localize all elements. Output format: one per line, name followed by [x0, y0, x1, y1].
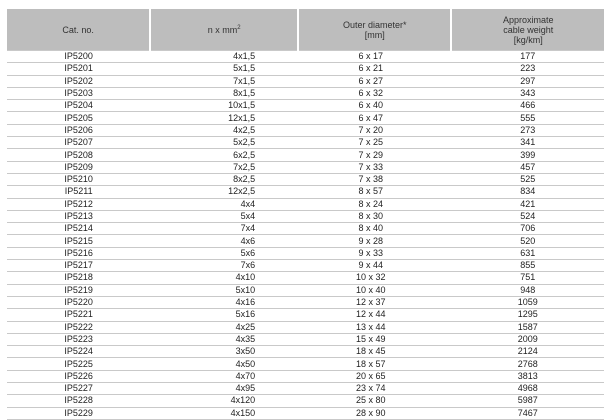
weight-cell: 751	[451, 272, 604, 284]
table-body	[7, 51, 604, 420]
outer-diameter-cell: 18 x 57	[298, 358, 451, 370]
cross-section-cell: 7x6	[150, 260, 298, 272]
cross-section-cell: 4x25	[150, 321, 298, 333]
table-row	[7, 235, 604, 247]
header-outer-diameter-line2: [mm]	[364, 29, 385, 40]
table-row	[7, 321, 604, 333]
cross-section-cell: 4x10	[150, 272, 298, 284]
cross-section-cell: 4x95	[150, 383, 298, 395]
outer-diameter-cell: 10 x 32	[298, 272, 451, 284]
cross-section-cell: 4x70	[150, 370, 298, 382]
cat-no-cell: IP5219	[7, 284, 150, 296]
table-row	[7, 198, 604, 210]
outer-diameter-cell: 15 x 49	[298, 333, 451, 345]
cross-section-cell: 4x35	[150, 333, 298, 345]
cross-section-cell: 5x2,5	[150, 137, 298, 149]
weight-cell: 341	[451, 137, 604, 149]
cat-no-cell: IP5218	[7, 272, 150, 284]
weight-cell: 2124	[451, 346, 604, 358]
table-row	[7, 309, 604, 321]
weight-cell: 631	[451, 247, 604, 259]
table-row	[7, 137, 604, 149]
weight-cell: 4968	[451, 383, 604, 395]
outer-diameter-cell: 8 x 40	[298, 223, 451, 235]
cross-section-cell: 8x2,5	[150, 173, 298, 185]
cat-no-cell: IP5222	[7, 321, 150, 333]
outer-diameter-cell: 7 x 25	[298, 137, 451, 149]
table-row	[7, 247, 604, 259]
table-row	[7, 395, 604, 407]
cat-no-cell: IP5209	[7, 161, 150, 173]
outer-diameter-cell: 8 x 24	[298, 198, 451, 210]
weight-cell: 2768	[451, 358, 604, 370]
outer-diameter-cell: 6 x 21	[298, 63, 451, 75]
table-row	[7, 210, 604, 222]
cat-no-cell: IP5200	[7, 51, 150, 63]
outer-diameter-cell: 7 x 20	[298, 124, 451, 136]
outer-diameter-cell: 20 x 65	[298, 370, 451, 382]
cross-section-cell: 4x6	[150, 235, 298, 247]
cross-section-cell: 7x2,5	[150, 161, 298, 173]
cat-no-cell: IP5208	[7, 149, 150, 161]
outer-diameter-cell: 9 x 44	[298, 260, 451, 272]
weight-cell: 520	[451, 235, 604, 247]
cross-section-cell: 4x2,5	[150, 124, 298, 136]
weight-cell: 466	[451, 100, 604, 112]
cat-no-cell: IP5227	[7, 383, 150, 395]
weight-cell: 1295	[451, 309, 604, 321]
table-row	[7, 100, 604, 112]
cross-section-cell: 5x16	[150, 309, 298, 321]
cross-section-cell: 4x16	[150, 296, 298, 308]
table-row	[7, 260, 604, 272]
cross-section-cell: 8x1,5	[150, 87, 298, 99]
table-row	[7, 149, 604, 161]
cat-no-cell: IP5228	[7, 395, 150, 407]
cat-no-cell: IP5204	[7, 100, 150, 112]
header-weight	[451, 9, 604, 51]
weight-cell: 3813	[451, 370, 604, 382]
cross-section-cell: 5x1,5	[150, 63, 298, 75]
cross-section-cell: 3x50	[150, 346, 298, 358]
weight-cell: 525	[451, 173, 604, 185]
table-header	[7, 9, 604, 51]
weight-cell: 1059	[451, 296, 604, 308]
cat-no-cell: IP5220	[7, 296, 150, 308]
cat-no-cell: IP5224	[7, 346, 150, 358]
outer-diameter-cell: 28 x 90	[298, 407, 451, 419]
cross-section-cell: 4x4	[150, 198, 298, 210]
cat-no-cell: IP5205	[7, 112, 150, 124]
cat-no-cell: IP5212	[7, 198, 150, 210]
table-row	[7, 383, 604, 395]
cross-section-cell: 5x6	[150, 247, 298, 259]
outer-diameter-cell: 8 x 30	[298, 210, 451, 222]
table-row	[7, 346, 604, 358]
cat-no-cell: IP5214	[7, 223, 150, 235]
cat-no-cell: IP5221	[7, 309, 150, 321]
weight-cell: 524	[451, 210, 604, 222]
cross-section-cell: 12x2,5	[150, 186, 298, 198]
outer-diameter-cell: 8 x 57	[298, 186, 451, 198]
cross-section-cell: 5x10	[150, 284, 298, 296]
table-row	[7, 173, 604, 185]
weight-cell: 706	[451, 223, 604, 235]
outer-diameter-cell: 6 x 40	[298, 100, 451, 112]
cat-no-cell: IP5217	[7, 260, 150, 272]
outer-diameter-cell: 25 x 80	[298, 395, 451, 407]
cable-spec-table	[7, 9, 604, 420]
table-row	[7, 63, 604, 75]
table-row	[7, 272, 604, 284]
header-cross-section-label: n x mm	[207, 24, 238, 35]
header-weight-line3: [kg/km]	[513, 34, 543, 45]
outer-diameter-cell: 6 x 47	[298, 112, 451, 124]
cross-section-cell: 5x4	[150, 210, 298, 222]
outer-diameter-cell: 18 x 45	[298, 346, 451, 358]
weight-cell: 7467	[451, 407, 604, 419]
cat-no-cell: IP5225	[7, 358, 150, 370]
outer-diameter-cell: 13 x 44	[298, 321, 451, 333]
table-row	[7, 333, 604, 345]
outer-diameter-cell: 10 x 40	[298, 284, 451, 296]
cat-no-cell: IP5202	[7, 75, 150, 87]
cross-section-cell: 6x2,5	[150, 149, 298, 161]
header-row	[7, 9, 604, 51]
cross-section-cell: 12x1,5	[150, 112, 298, 124]
table-row	[7, 161, 604, 173]
weight-cell: 1587	[451, 321, 604, 333]
table-row	[7, 124, 604, 136]
cross-section-cell: 4x50	[150, 358, 298, 370]
cat-no-cell: IP5203	[7, 87, 150, 99]
weight-cell: 2009	[451, 333, 604, 345]
header-weight-line1: Approximate	[502, 14, 554, 25]
header-cross-section-superscript: 2	[237, 24, 241, 31]
weight-cell: 223	[451, 63, 604, 75]
table-row	[7, 51, 604, 63]
cat-no-cell: IP5216	[7, 247, 150, 259]
cat-no-cell: IP5206	[7, 124, 150, 136]
cross-section-cell: 10x1,5	[150, 100, 298, 112]
outer-diameter-cell: 12 x 37	[298, 296, 451, 308]
weight-cell: 343	[451, 87, 604, 99]
cat-no-cell: IP5226	[7, 370, 150, 382]
weight-cell: 399	[451, 149, 604, 161]
cross-section-cell: 4x150	[150, 407, 298, 419]
header-cat-no	[7, 9, 150, 51]
weight-cell: 948	[451, 284, 604, 296]
table-row	[7, 358, 604, 370]
outer-diameter-cell: 23 x 74	[298, 383, 451, 395]
cat-no-cell: IP5223	[7, 333, 150, 345]
cat-no-cell: IP5211	[7, 186, 150, 198]
weight-cell: 555	[451, 112, 604, 124]
cross-section-cell: 7x1,5	[150, 75, 298, 87]
table-row	[7, 186, 604, 198]
weight-cell: 177	[451, 51, 604, 63]
weight-cell: 297	[451, 75, 604, 87]
outer-diameter-cell: 9 x 28	[298, 235, 451, 247]
weight-cell: 5987	[451, 395, 604, 407]
cat-no-cell: IP5201	[7, 63, 150, 75]
table-row	[7, 284, 604, 296]
header-cross-section	[150, 9, 298, 51]
cat-no-cell: IP5213	[7, 210, 150, 222]
outer-diameter-cell: 12 x 44	[298, 309, 451, 321]
table-row	[7, 112, 604, 124]
header-outer-diameter-line1: Outer diameter*	[343, 19, 407, 30]
table-row	[7, 370, 604, 382]
cat-no-cell: IP5210	[7, 173, 150, 185]
outer-diameter-cell: 7 x 29	[298, 149, 451, 161]
weight-cell: 855	[451, 260, 604, 272]
header-outer-diameter	[298, 9, 451, 51]
weight-cell: 421	[451, 198, 604, 210]
cross-section-cell: 4x1,5	[150, 51, 298, 63]
outer-diameter-cell: 6 x 27	[298, 75, 451, 87]
weight-cell: 273	[451, 124, 604, 136]
table-row	[7, 87, 604, 99]
outer-diameter-cell: 7 x 33	[298, 161, 451, 173]
cat-no-cell: IP5229	[7, 407, 150, 419]
weight-cell: 457	[451, 161, 604, 173]
cross-section-cell: 7x4	[150, 223, 298, 235]
outer-diameter-cell: 6 x 32	[298, 87, 451, 99]
table-row	[7, 296, 604, 308]
outer-diameter-cell: 6 x 17	[298, 51, 451, 63]
table-row	[7, 75, 604, 87]
weight-cell: 834	[451, 186, 604, 198]
cross-section-cell: 4x120	[150, 395, 298, 407]
outer-diameter-cell: 7 x 38	[298, 173, 451, 185]
table-row	[7, 223, 604, 235]
header-cat-no-label: Cat. no.	[62, 24, 94, 35]
table-row	[7, 407, 604, 419]
cat-no-cell: IP5207	[7, 137, 150, 149]
cat-no-cell: IP5215	[7, 235, 150, 247]
outer-diameter-cell: 9 x 33	[298, 247, 451, 259]
header-weight-line2: cable weight	[503, 24, 554, 35]
